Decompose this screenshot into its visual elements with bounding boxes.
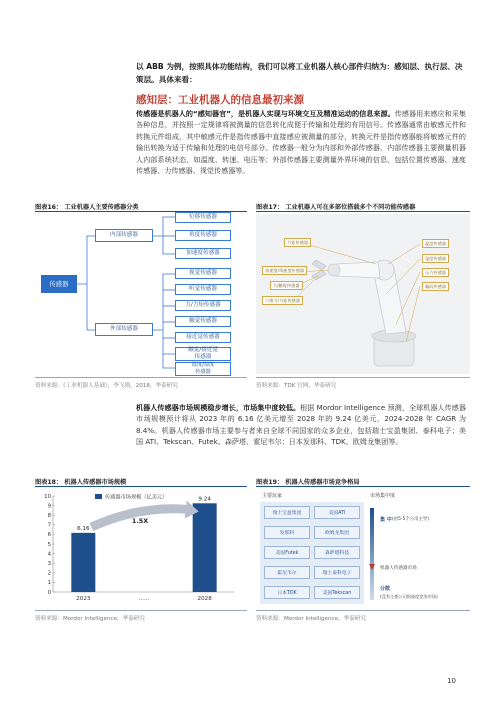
data-label: 9.24 [198,496,211,503]
paragraph-sensors-body: 传感器用来感应和采集各种信息，并按照一定规律将被测量的信息转化成便于传输和处理的有用信号。传感器通常由敏感元件和转换元件组成，其中敏感元件是指传感器中直接感应被测量的部分，转换元件是指传感器能将敏感元件的输出转换为适于传输和处理的电信号部分。传感器一般分为内部和外部传感器，内部传感器主要测量机器人内部系统状态，如温度、转速、电压等；外部传感器主要测量外界环境的信息，包括位置传感器、速度传感器、力传感器、视觉传感器等。 [136,109,467,176]
tree-leaf-acceleration: 加速度传感器 [175,248,231,259]
scale-market-label: 机器人传感器市场 [380,566,417,571]
figure17-bottom-rule [256,377,470,378]
scale-fragmented-label: 分散 [380,586,391,592]
scale-concentrated-label: 集 中 [380,517,392,523]
data-label: 6.16 [77,525,90,532]
paragraph-sensors [136,108,466,176]
figure18-bottom-rule [35,610,247,611]
company-box: 美国ATI [314,506,360,519]
y-tick-label: 4 [47,551,51,558]
competition-header-players: 主要玩家 [262,493,283,499]
company-box: 瑞士宝盈集团 [264,506,310,519]
figure18-source: 资料来源：Mordor Intelligence，华泰研究 [35,616,145,622]
company-box: 发那科 [264,526,310,539]
tree-leaf-tactile: 触觉传感器 [175,316,231,327]
robot-label-encoder: 编码传感器 [422,282,449,291]
tree-leaf-tactile-proximity: 触觉/接近觉 传感器 [175,347,231,361]
y-tick-label: 1 [47,580,51,587]
paragraph-market [136,402,466,448]
figure19-competition [256,488,470,608]
y-tick-label: 10 [44,493,51,500]
y-tick-label: 7 [47,522,51,529]
x-tick-label: 2028 [197,596,212,602]
tree-leaf-force: 力/力矩传感器 [175,300,231,311]
figure18-chart [35,488,247,608]
x-tick-label: 2023 [76,596,91,602]
company-box: 欧姆龙集团 [314,526,360,539]
figure16-tree [35,212,247,375]
y-tick-label: 6 [47,532,51,539]
market-size-bar-chart [35,488,247,608]
company-box: 美国Futek [264,546,310,559]
growth-annotation: 1.5X [131,516,149,525]
tree-leaf-displacement: 位移传感器 [175,212,231,223]
y-tick-label: 8 [47,513,51,519]
scale-fragmented-note: (没有主要公司的高度竞争市场) [380,594,438,599]
scale-concentrated-note: (由5-5个公司主导) [392,517,429,522]
page-number: 10 [447,677,456,685]
tree-root-sensor: 传感器 [41,275,77,293]
figure18-title: 图表18： 机器人传感器市场规模 [35,479,127,486]
tree-external-sensor: 外部传感器 [95,323,153,336]
y-tick-label: 0 [47,589,51,596]
legend-label: 传感器市场规模（亿美元） [105,494,168,501]
bar [71,533,95,592]
figure19-bottom-rule [256,610,470,611]
paragraph-market-lead: 机器人传感器市场规模稳步增长，市场集中度较低。 [136,403,301,412]
paragraph-sensors-lead: 传感器是机器人的“感知器官”，是机器人实现与环境交互及精准运动的信息来源。 [136,109,395,118]
figure19-source: 资料来源：Mordor Intelligence，华泰研究 [256,616,366,622]
robot-label-acceleration: 加速度/角速度传感器 [262,266,307,275]
figure17-top-rule [256,211,470,212]
tree-leaf-vision: 视觉传感器 [175,268,231,279]
section-heading: 感知层：工业机器人的信息最初来源 [136,94,304,106]
figure19-title: 图表19： 机器人传感器市场竞争格局 [256,479,360,486]
legend-swatch [95,494,102,499]
robot-label-humidity: 湿度传感器 [422,254,449,263]
y-tick-label: 9 [47,503,51,510]
figure19-top-rule [256,486,470,487]
x-tick-label: …… [138,596,150,602]
figure17-source: 资料来源：TDK 官网，华泰研究 [256,383,337,389]
figure18-top-rule [35,486,247,487]
figure16-bottom-rule [35,377,247,378]
company-box: 瑞士泰科电子 [314,566,360,579]
tree-internal-sensor: 内部传感器 [95,229,153,242]
intro-paragraph: 以 ABB 为例，按照具体功能结构，我们可以将工业机器人核心部件归纳为：感知层、执行层、决策层。具体来看： [136,62,463,84]
bar [193,503,217,592]
robot-label-torque: 力矩传感器 [284,238,311,247]
y-tick-label: 3 [47,561,51,567]
robot-label-six-axis: 六维力/力矩传感器 [262,296,303,305]
competition-header-concentration: 市场集中度 [370,493,396,499]
robot-label-pressure: 压力传感器 [422,268,449,277]
figure16-source: 资料来源：《工业机器人基础》，李飞翔，2018，华泰研究 [35,383,178,389]
company-box: 美国Tekscan [314,586,360,599]
figure17-title: 图表17： 工业机器人可在多部位搭载多个不同功能传感器 [256,204,416,211]
y-tick-label: 2 [47,570,51,577]
tree-leaf-temperature-humidity: 温度/湿度 传感器 [175,362,231,376]
y-tick-label: 5 [47,541,51,548]
tree-leaf-hearing: 听觉传感器 [175,284,231,295]
paragraph-market-body: 根据 Mordor Intelligence 预测，全球机器人传感器市场规模预计将从 2023 年的 6.16 亿美元增至 2028 年的 9.24 亿美元，2024-2028 年 CAGR 为 8.4%。机器人传感器市场主要参与者来自全球不同国家的众多企业，包括瑞士宝盈集团、泰科电子；美国 ATI、Tekscan、Futek、森萨塔、霍尼韦尔；日本发那科、TDK、欧姆龙集团等。 [136,403,466,447]
tree-leaf-proximity: 接近觉传感器 [175,332,231,343]
company-box: 森萨塔科技 [314,546,360,559]
robot-label-force-tactile: 力/触觉传感器 [270,281,303,290]
tree-leaf-angle: 角度传感器 [175,230,231,241]
figure16-title: 图表16： 工业机器人主要传感器分类 [35,204,139,211]
figure17-robot-image [256,214,470,374]
robot-label-temperature: 温度传感器 [422,239,449,248]
company-box: 日本TDK [264,586,310,599]
company-box: 霍尼韦尔 [264,566,310,579]
